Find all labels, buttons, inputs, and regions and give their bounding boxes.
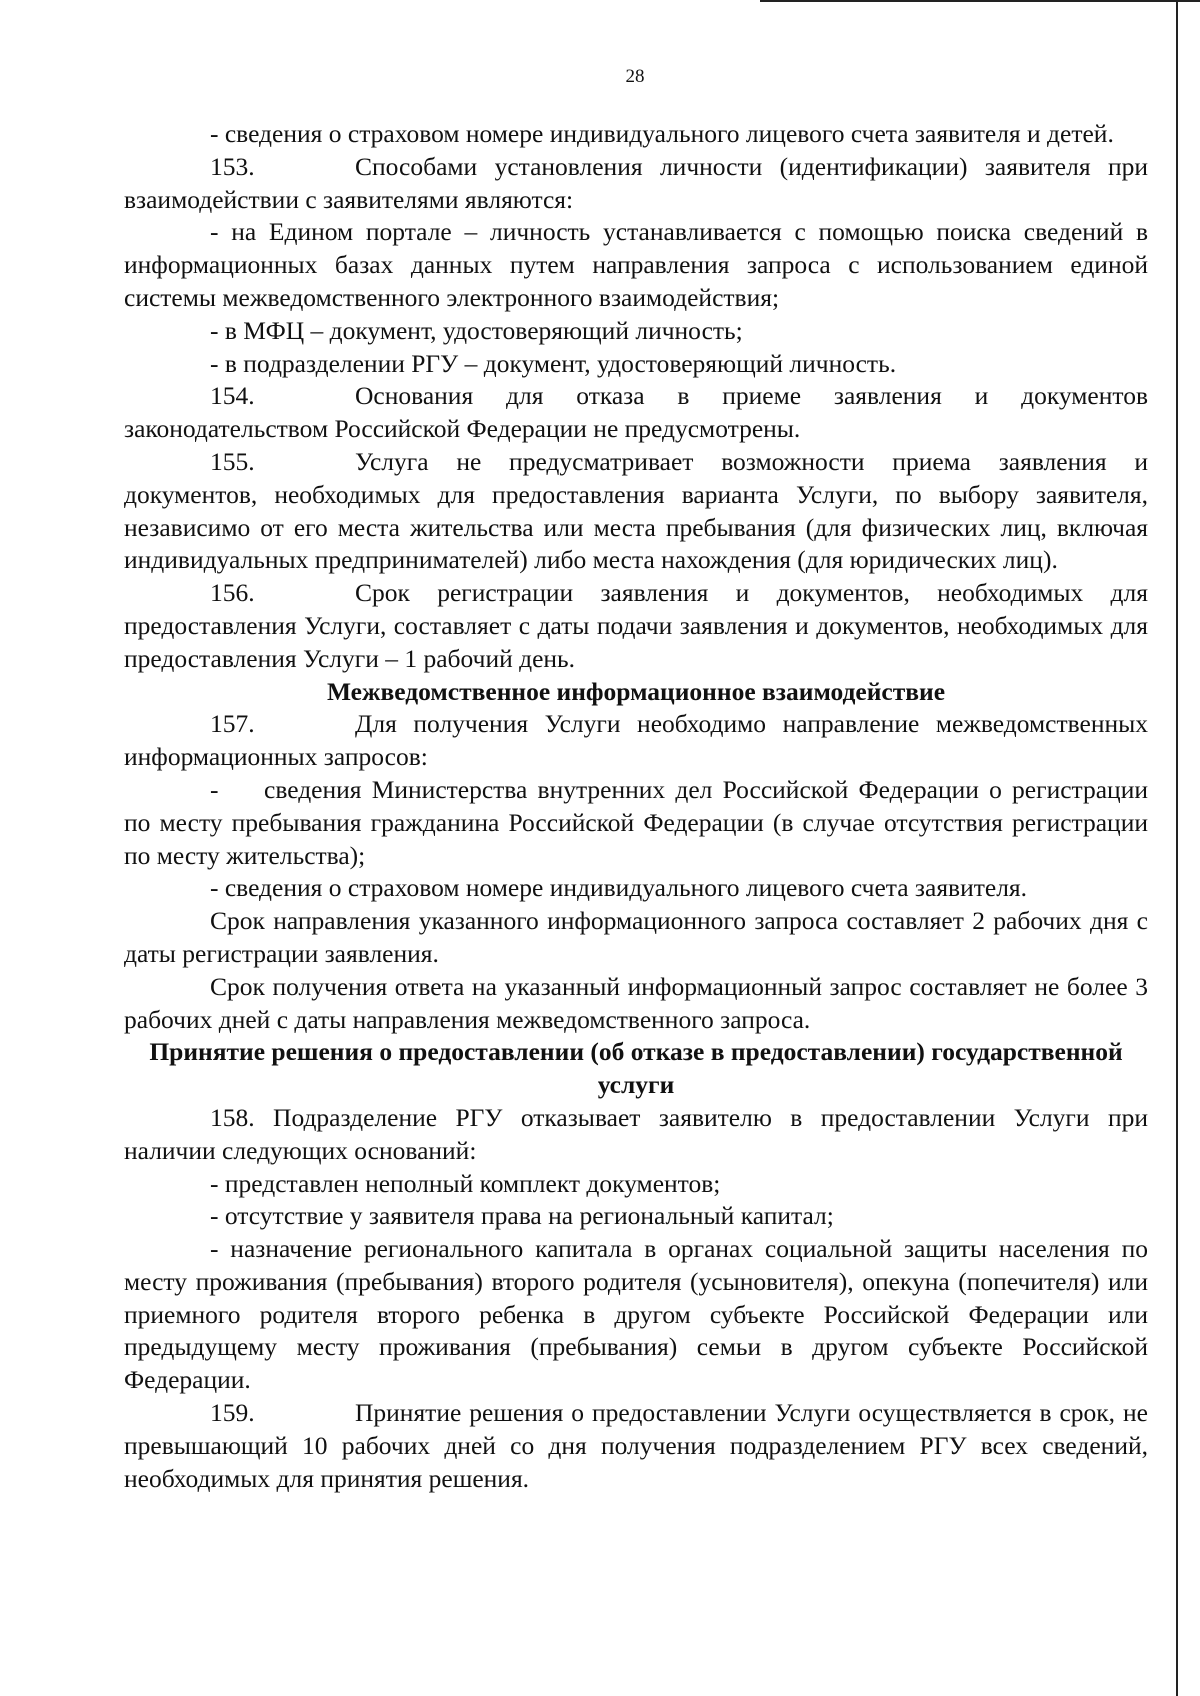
numbered-paragraph: 154. Основания для отказа в приеме заявления и документов законодательством Российской Федерации не предусмотрены. xyxy=(124,381,1148,444)
paragraph: - на Едином портале – личность устанавливается с помощью поиска сведений в информационных базах данных путем направления запроса с использованием единой системы межведомственного электронного взаимодействия; xyxy=(124,217,1148,312)
numbered-paragraph: 153. Способами установления личности (идентификации) заявителя при взаимодействии с заявителями являются: xyxy=(124,151,1148,214)
numbered-paragraph: 159. Принятие решения о предоставлении Услуги осуществляется в срок, не превышающий 10 рабочих дней со дня получения подразделением РГУ всех сведений, необходимых для принятия решения. xyxy=(124,1398,1148,1493)
paragraph: - сведения о страховом номере индивидуального лицевого счета заявителя. xyxy=(210,873,1028,903)
dash-marker: - xyxy=(210,774,219,804)
document-body xyxy=(124,118,1148,1495)
paragraph: - в МФЦ – документ, удостоверяющий личность; xyxy=(210,315,743,345)
paragraph-number: 157. xyxy=(210,709,255,739)
scan-border-top xyxy=(760,0,1200,2)
paragraph: - отсутствие у заявителя права на региональный капитал; xyxy=(210,1201,834,1231)
scan-border-right xyxy=(1176,0,1178,1696)
numbered-paragraph: 156. Срок регистрации заявления и документов, необходимых для предоставления Услуги, составляет с даты подачи заявления и документов, необходимых для предоставления Услуги – 1 рабочий день. xyxy=(124,578,1148,673)
paragraph-number: 156. xyxy=(210,578,255,608)
paragraph: 158. Подразделение РГУ отказывает заявителю в предоставлении Услуги при наличии следующих оснований: xyxy=(124,1102,1148,1165)
paragraph-number: 159. xyxy=(210,1398,255,1428)
paragraph: Срок направления указанного информационного запроса составляет 2 рабочих дня с даты регистрации заявления. xyxy=(124,906,1148,968)
paragraph: - сведения о страховом номере индивидуального лицевого счета заявителя и детей. xyxy=(210,119,1114,148)
numbered-paragraph: 157. Для получения Услуги необходимо направление межведомственных информационных запросов: xyxy=(124,709,1148,772)
paragraph-number: 153. xyxy=(210,151,255,181)
numbered-paragraph: 155. Услуга не предусматривает возможности приема заявления и документов, необходимых для предоставления варианта Услуги, по выбору заявителя, независимо от его места жительства или места пребывания (для физических лиц, включая индивидуальных предпринимателей) либо места нахождения (для юридических лиц). xyxy=(124,446,1148,575)
dash-paragraph: - сведения Министерства внутренних дел Российской Федерации о регистрации по месту пребывания гражданина Российской Федерации (в случае отсутствия регистрации по месту жительства); xyxy=(124,774,1148,870)
section-heading: Межведомственное информационное взаимодействие xyxy=(326,676,946,706)
paragraph: Срок получения ответа на указанный информационный запрос составляет не более 3 рабочих дней с даты направления межведомственного запроса. xyxy=(124,971,1148,1034)
section-heading: Принятие решения о предоставлении (об отказе в предоставлении) государственной услуги xyxy=(149,1037,1123,1100)
paragraph-number: 154. xyxy=(210,381,255,411)
page-number: 28 xyxy=(625,66,645,87)
paragraph: - в подразделении РГУ – документ, удостоверяющий личность. xyxy=(210,348,897,378)
paragraph: - представлен неполный комплект документов; xyxy=(210,1168,721,1198)
paragraph-number: 155. xyxy=(210,446,255,476)
paragraph: - назначение регионального капитала в органах социальной защиты населения по месту проживания (пребывания) второго родителя (усыновителя), опекуна (попечителя) или приемного родителя второго ребенка в другом субъекте Российской Федерации или предыдущему месту проживания (пребывания) семьи в другом субъекте Российской Федерации. xyxy=(124,1234,1148,1395)
